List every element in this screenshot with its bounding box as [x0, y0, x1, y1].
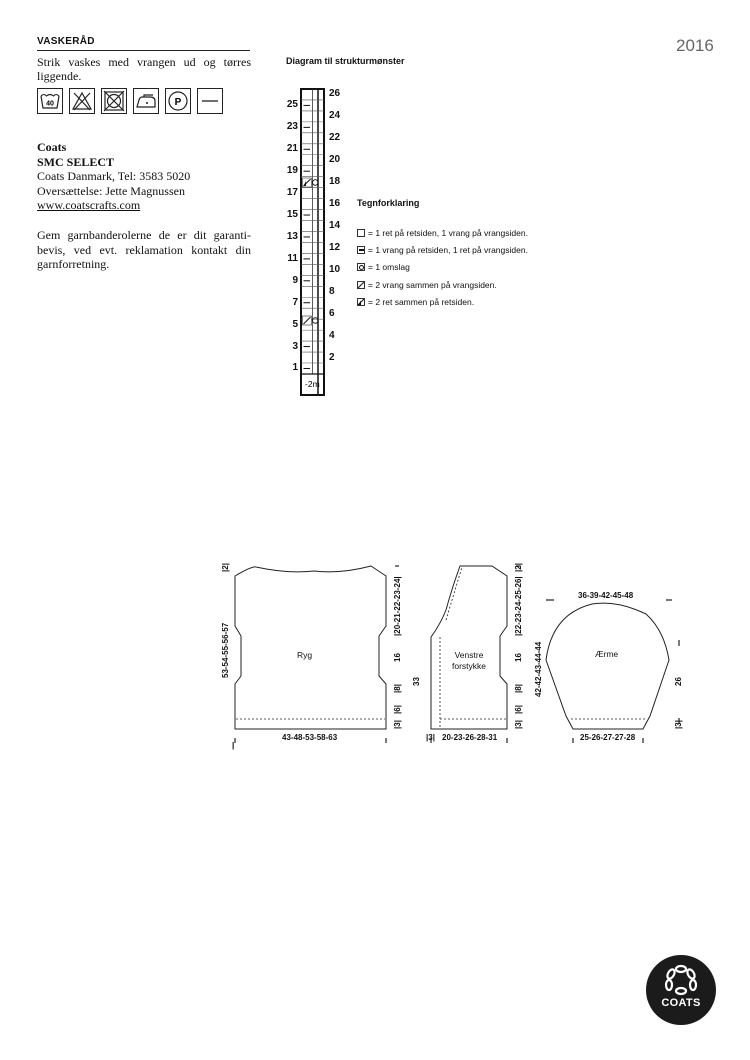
front-upper: 16: [514, 653, 523, 662]
row-number: 22: [329, 132, 341, 144]
front-rib-width: |3|: [426, 733, 435, 742]
sleeve-outline: [546, 603, 669, 729]
sleeve-rib: |3|: [674, 720, 683, 729]
back-outline: [235, 566, 386, 729]
front-top: |2|: [514, 563, 523, 572]
back-top: |2|: [221, 563, 230, 572]
legend-item-yarnover: = 1 omslag: [357, 259, 528, 276]
row-number: 5: [292, 318, 298, 330]
row-number: 9: [292, 274, 298, 286]
keep-note: Gem garnbanderolerne de er dit garanti-bevis, ved evt. reklamation kontakt din garnforretning.: [37, 228, 251, 271]
front-lower: |6|: [514, 705, 523, 714]
back-rib: |3|: [393, 720, 402, 729]
row-number: 26: [329, 88, 341, 100]
legend-item-knit: = 1 ret på retsiden, 1 vrang på vrangsiden.: [357, 224, 528, 241]
row-number: 18: [329, 176, 341, 188]
website-link[interactable]: www.coatscrafts.com: [37, 198, 141, 213]
sleeve-width: 25-26-27-27-28: [580, 733, 636, 742]
front-armhole: |22-23-24-25-26|: [514, 576, 523, 636]
row-number: 8: [329, 285, 335, 297]
legend-item-k2tog: = 2 ret sammen på retsiden.: [357, 293, 528, 310]
legend-item-p2tog: = 2 vrang sammen på vrangsiden.: [357, 276, 528, 293]
row-number: 11: [287, 252, 298, 264]
row-number: 23: [286, 121, 298, 133]
row-number: 12: [329, 241, 341, 253]
row-number: 13: [286, 230, 298, 242]
back-label: Ryg: [297, 650, 313, 660]
front-height: 33: [412, 677, 421, 686]
row-number: 16: [329, 198, 341, 210]
logo-text: COATS: [661, 997, 701, 1009]
chain-icon: [646, 955, 716, 1025]
row-number: 10: [329, 263, 341, 275]
legend-title: Tegnforklaring: [357, 198, 420, 208]
care-text: Strik vaskes med vrangen ud og tørres liggende.: [37, 55, 251, 83]
sleeve-height: 42-42-43-44-44: [534, 641, 543, 697]
row-number: 19: [286, 165, 298, 177]
row-number: 4: [329, 329, 335, 341]
diagram-title: Diagram til strukturmønster: [286, 56, 405, 66]
front-mid: |8|: [514, 684, 523, 693]
back-upper: 16: [393, 653, 402, 662]
back-height: 53-54-55-56-57: [221, 622, 230, 678]
row-number: 20: [329, 154, 341, 166]
row-number: 1: [292, 362, 298, 374]
coats-logo: [646, 955, 716, 1025]
front-label: Venstre forstykke: [452, 650, 487, 671]
front-width: 20-23-26-28-31: [442, 733, 498, 742]
back-mid: |8|: [393, 684, 402, 693]
row-number: 3: [292, 340, 298, 352]
front-outline: [431, 566, 507, 729]
company-address: Coats Danmark, Tel: 3583 5020: [37, 169, 191, 184]
row-number: 17: [286, 187, 298, 199]
row-number: 14: [329, 220, 341, 231]
wash-temp-text: 40: [46, 100, 54, 108]
row-number: 24: [329, 110, 341, 122]
sleeve-top-width: 36-39-42-45-48: [578, 591, 634, 600]
year-label: 2016: [676, 36, 714, 55]
company-name: Coats: [37, 140, 67, 154]
row-number: 2: [329, 351, 335, 363]
row-number: 21: [286, 143, 298, 155]
translation-credit: Oversættelse: Jette Magnussen: [37, 183, 185, 198]
front-rib: |3|: [514, 720, 523, 729]
legend-item-purl: = 1 vrang på retsiden, 1 ret på vrangsiden.: [357, 241, 528, 258]
back-width: 43-48-53-58-63: [282, 733, 338, 742]
row-number: 7: [292, 296, 298, 308]
chart-bottom-label: -2m: [305, 379, 320, 389]
back-armhole: |20-21-22-23-24|: [393, 576, 402, 636]
row-number: 15: [286, 209, 298, 221]
care-title: VASKERÅD: [37, 36, 95, 47]
back-lower: |6|: [393, 705, 402, 714]
sleeve-length: 26: [674, 677, 683, 686]
row-number: 25: [286, 99, 298, 111]
row-number: 6: [329, 307, 335, 319]
brand-name: SMC SELECT: [37, 154, 115, 169]
dry-clean-letter: P: [174, 96, 182, 108]
sleeve-label: Ærme: [595, 649, 619, 659]
svg-text:|: |: [232, 741, 235, 750]
